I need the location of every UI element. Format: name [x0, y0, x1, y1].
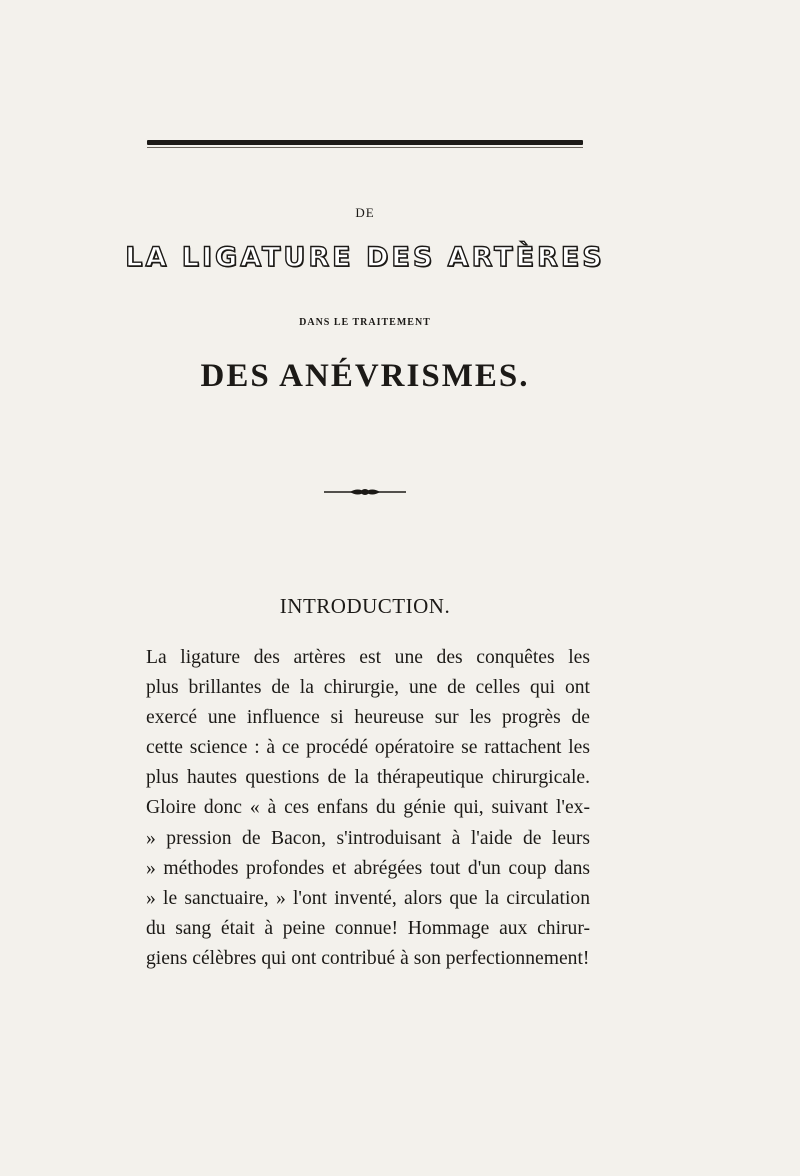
- paragraph-line: La ligature des artères est une des conquêtes les: [146, 647, 590, 668]
- top-rule: [147, 140, 583, 145]
- paragraph-line: du sang était à peine connue! Hommage aux chirur-: [146, 917, 590, 939]
- ornament-divider: [320, 487, 410, 497]
- paragraph-line: exercé une influence si heureuse sur les progrès de: [146, 707, 590, 729]
- body-paragraph: [146, 643, 590, 974]
- top-rule-thin: [147, 147, 583, 148]
- paragraph-line: Gloire donc « à ces enfans du génie qui, suivant l'ex-: [146, 797, 590, 819]
- paragraph-line: » méthodes profondes et abrégées tout d'un coup dans: [146, 857, 590, 879]
- secondary-title: DES ANÉVRISMES.: [200, 358, 530, 394]
- section-heading: INTRODUCTION.: [279, 594, 451, 618]
- paragraph-line: plus hautes questions de la thérapeutique chirurgicale.: [146, 767, 590, 789]
- main-title: LA LIGATURE DES ARTÈRES: [125, 242, 605, 273]
- paragraph-line: plus brillantes de la chirurgie, une de celles qui ont: [146, 677, 590, 699]
- paragraph-line: » le sanctuaire, » l'ont inventé, alors que la circulation: [146, 887, 590, 909]
- paragraph-line: giens célèbres qui ont contribué à son perfectionnement!: [146, 947, 590, 969]
- paragraph-line: cette science : à ce procédé opératoire se rattachent les: [146, 737, 590, 759]
- title-prefix: DE: [355, 205, 375, 220]
- paragraph-line: » pression de Bacon, s'introduisant à l'aide de leurs: [146, 827, 590, 849]
- subtitle-line: DANS LE TRAITEMENT: [299, 317, 431, 328]
